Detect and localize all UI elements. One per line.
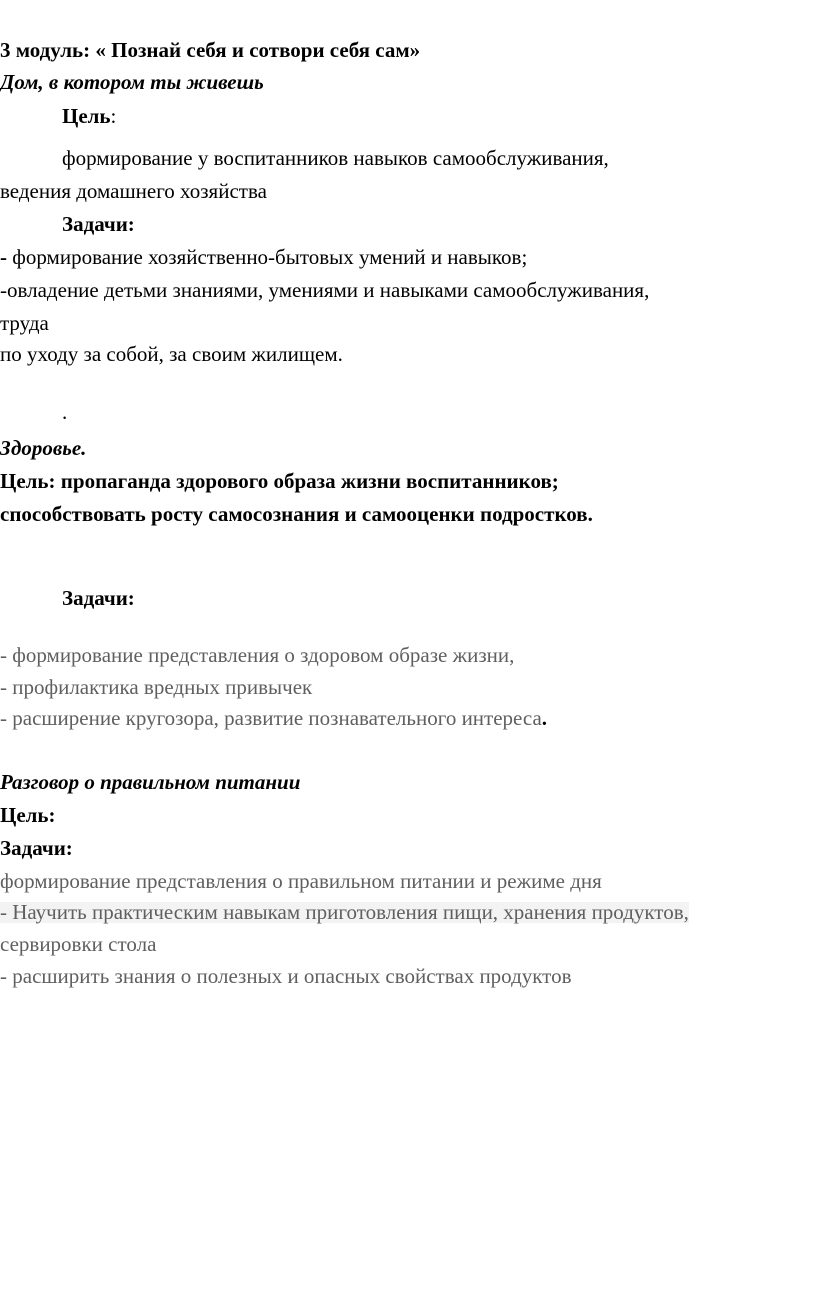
- health-task-2: - профилактика вредных привычек: [0, 675, 313, 699]
- health-task-3: [0, 708, 547, 729]
- health-task-1: - формирование представления о здоровом образе жизни,: [0, 643, 515, 667]
- section-title-health: Здоровье.: [0, 436, 87, 460]
- goal-colon: :: [110, 104, 117, 128]
- task-item-1-text: формирование хозяйственно-бытовых умений и навыков;: [7, 245, 528, 269]
- task-item-2-cont: труда: [0, 311, 49, 335]
- nutrition-task-1: формирование представления о правильном питании и режиме дня: [0, 869, 602, 893]
- nutrition-task-2-cont: сервировки стола: [0, 932, 157, 956]
- health-goal-line-1: Цель: пропаганда здорового образа жизни воспитанников;: [0, 469, 559, 493]
- nutrition-tasks-heading: Задачи:: [0, 836, 73, 860]
- goal-label: Цель: [62, 104, 111, 128]
- goal-text-line-1: формирование у воспитанников навыков самообслуживания,: [62, 146, 609, 170]
- health-tasks-heading: Задачи:: [62, 586, 135, 610]
- nutrition-task-2: - Научить практическим навыкам приготовления пищи, хранения продуктов,: [0, 900, 689, 924]
- nutrition-goal-heading: Цель:: [0, 803, 56, 827]
- tasks-heading: Задачи:: [62, 212, 135, 236]
- section-title-home: Дом, в котором ты живешь: [0, 70, 264, 94]
- goal-heading: [62, 106, 116, 127]
- task-item-3: по уходу за собой, за своим жилищем.: [0, 342, 343, 366]
- task-item-1-dash: -: [0, 245, 7, 269]
- task-item-2: -овладение детьми знаниями, умениями и навыками самообслуживания,: [0, 278, 650, 302]
- stray-dot: .: [62, 400, 68, 424]
- task-item-1: [0, 247, 527, 268]
- health-goal-line-2: способствовать росту самосознания и самооценки подростков.: [0, 502, 593, 526]
- section-title-nutrition: Разговор о правильном питании: [0, 770, 301, 794]
- health-task-3-text: - расширение кругозора, развитие познавательного интереса: [0, 706, 542, 730]
- nutrition-task-3: - расширить знания о полезных и опасных свойствах продуктов: [0, 964, 572, 988]
- goal-text-line-2: ведения домашнего хозяйства: [0, 179, 267, 203]
- module-title: 3 модуль: « Познай себя и сотвори себя сам»: [0, 38, 421, 62]
- health-task-3-period: .: [541, 706, 548, 730]
